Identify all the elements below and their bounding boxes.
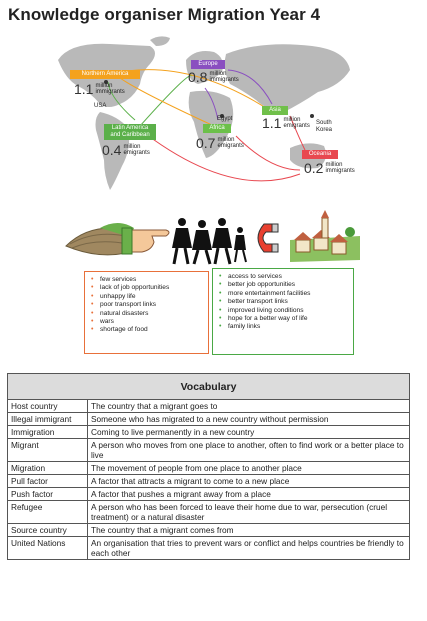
push-factors-list (91, 276, 202, 335)
list-item: • better job opportunities (219, 281, 296, 289)
list-item: • access to services (219, 273, 282, 280)
term-cell: Push factor (8, 488, 88, 501)
vocabulary-header-row (8, 374, 410, 400)
list-item: • better transport links (219, 298, 288, 306)
stat-value: 0.7 (196, 135, 216, 151)
stat-europe (188, 70, 249, 84)
stat-latin-america (102, 143, 157, 157)
town-icon (290, 210, 360, 262)
stat-value: 0.4 (102, 142, 122, 158)
definition-cell: The country that a migrant goes to (88, 400, 410, 413)
term-cell: Migration (8, 462, 88, 475)
stat-text: million immigrants (325, 161, 355, 174)
table-row (8, 475, 410, 488)
push-pull-illustrations (60, 208, 360, 268)
migrating-family-icon (172, 218, 246, 264)
magnet-icon (258, 224, 278, 252)
pull-factors-list (219, 273, 347, 332)
vocabulary-table (7, 373, 410, 560)
pointing-hand-icon (122, 228, 169, 254)
definition-cell: A factor that pushes a migrant away from a place (88, 488, 410, 501)
region-europe: Europe (191, 60, 225, 69)
definition-cell: An organisation that tries to prevent wars or conflict and helps countries be friendly to each other (88, 537, 410, 560)
list-item: • shortage of food (91, 326, 148, 334)
table-row (8, 462, 410, 475)
stat-text: million immigrants (209, 70, 239, 83)
stat-oceania (304, 161, 365, 175)
table-row (8, 439, 410, 462)
term-cell: Source country (8, 524, 88, 537)
label-usa: USA (94, 103, 107, 109)
table-row (8, 488, 410, 501)
stat-asia (262, 116, 317, 130)
term-cell: Pull factor (8, 475, 88, 488)
arrow-latam-to-europe (140, 75, 192, 126)
stat-value: 1.1 (262, 115, 282, 131)
label-egypt: Egypt (217, 116, 233, 122)
table-row (8, 501, 410, 524)
label-south-korea: South Korea (316, 120, 333, 133)
table-row (8, 413, 410, 426)
stat-africa (196, 136, 251, 150)
stat-text: million emigrants (283, 116, 310, 129)
term-cell: Migrant (8, 439, 88, 462)
stat-text: million immigrants (95, 82, 125, 95)
region-africa: Africa (203, 124, 231, 133)
region-northern-america: Northern America (70, 70, 140, 79)
stat-northern-america (74, 82, 135, 96)
list-item: • hope for a better way of life (219, 315, 308, 323)
list-item: • family links (219, 323, 261, 331)
definition-cell: The movement of people from one place to another place (88, 462, 410, 475)
list-item: • few services (91, 276, 137, 283)
stat-text: million emigrants (217, 136, 244, 149)
vocabulary-heading: Vocabulary (8, 374, 410, 400)
pull-factors-box (212, 268, 354, 355)
region-asia: Asia (262, 106, 288, 115)
list-item: • poor transport links (91, 301, 157, 309)
stat-text: million emigrants (123, 143, 150, 156)
term-cell: Illegal immigrant (8, 413, 88, 426)
region-oceania: Oceania (302, 150, 338, 159)
definition-cell: A person who moves from one place to another, often to find work or a better place to live (88, 439, 410, 462)
table-row (8, 426, 410, 439)
stat-value: 0.2 (304, 160, 324, 176)
list-item: • wars (91, 318, 114, 326)
stat-value: 1.1 (74, 81, 94, 97)
list-item: • unhappy life (91, 292, 136, 300)
definition-cell: Someone who has migrated to a new country without permission (88, 413, 410, 426)
definition-cell: Coming to live permanently in a new country (88, 426, 410, 439)
page-title: Knowledge organiser Migration Year 4 (8, 5, 321, 24)
definition-cell: The country that a migrant comes from (88, 524, 410, 537)
term-cell: Refugee (8, 501, 88, 524)
push-factors-box (84, 271, 209, 354)
table-row (8, 537, 410, 560)
term-cell: United Nations (8, 537, 88, 560)
definition-cell: A factor that attracts a migrant to come to a new place (88, 475, 410, 488)
list-item: • improved living conditions (219, 306, 304, 314)
region-latin-america: Latin America and Caribbean (104, 124, 156, 140)
stat-value: 0.8 (188, 69, 208, 85)
table-row (8, 400, 410, 413)
table-row (8, 524, 410, 537)
term-cell: Immigration (8, 426, 88, 439)
list-item: • more entertainment facilities (219, 289, 311, 297)
list-item: • natural disasters (91, 309, 149, 317)
definition-cell: A person who has been forced to leave their home due to war, persecution (cruel treatment) or a natural disaster (88, 501, 410, 524)
term-cell: Host country (8, 400, 88, 413)
list-item: • lack of job opportunities (91, 284, 170, 292)
